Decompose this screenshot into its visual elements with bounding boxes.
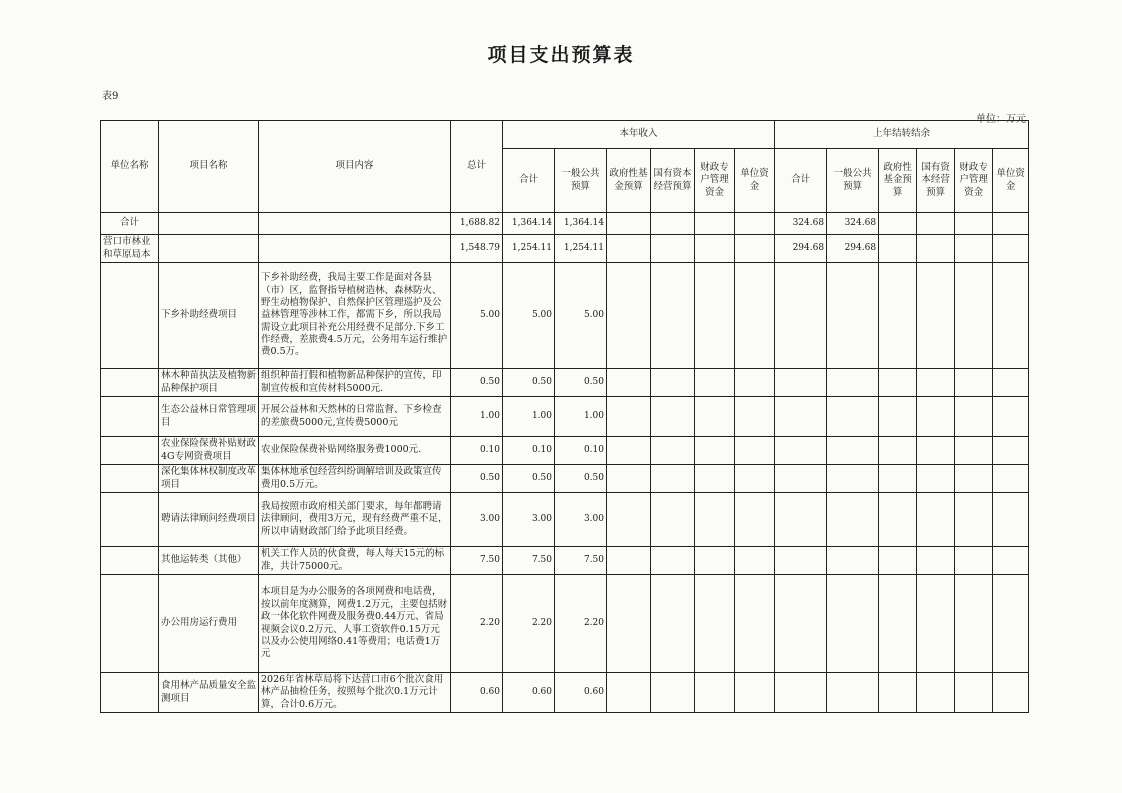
cell-cur-general: 5.00 xyxy=(555,263,607,369)
header-total: 总计 xyxy=(451,121,503,213)
cell-cur-general: 0.60 xyxy=(555,673,607,713)
cell-cur-total: 5.00 xyxy=(503,263,555,369)
cell-project-content: 农业保险保费补贴网络服务费1000元. xyxy=(259,437,451,465)
cell-project-content: 机关工作人员的伙食费，每人每天15元的标准，共计75000元。 xyxy=(259,547,451,575)
cell-total: 0.10 xyxy=(451,437,503,465)
cell-cur-total: 1,254.11 xyxy=(503,235,555,263)
cell-total: 1,688.82 xyxy=(451,213,503,235)
cell-total: 3.00 xyxy=(451,493,503,547)
cell-cur-general: 0.10 xyxy=(555,437,607,465)
header-co-gov-fund: 政府性基金预算 xyxy=(879,149,917,213)
cell-co-total: 294.68 xyxy=(775,235,827,263)
cell-project-name: 下乡补助经费项目 xyxy=(159,263,259,369)
cell-total: 7.50 xyxy=(451,547,503,575)
cell-cur-general: 1,364.14 xyxy=(555,213,607,235)
cell-total: 2.20 xyxy=(451,575,503,673)
cell-cur-total: 2.20 xyxy=(503,575,555,673)
header-project-name: 项目名称 xyxy=(159,121,259,213)
table-row xyxy=(101,437,1029,465)
cell-co-general: 294.68 xyxy=(827,235,879,263)
cell-cur-total: 0.60 xyxy=(503,673,555,713)
table-row xyxy=(101,369,1029,397)
header-current-year: 本年收入 xyxy=(503,121,775,149)
table-row xyxy=(101,673,1029,713)
header-gov-fund: 政府性基金预算 xyxy=(607,149,651,213)
cell-cur-general: 7.50 xyxy=(555,547,607,575)
header-co-fiscal-account: 财政专户管理资金 xyxy=(955,149,993,213)
cell-cur-total: 3.00 xyxy=(503,493,555,547)
cell-cur-total: 0.50 xyxy=(503,465,555,493)
header-carryover: 上年结转结余 xyxy=(775,121,1029,149)
cell-total: 1.00 xyxy=(451,397,503,437)
cell-total: 1,548.79 xyxy=(451,235,503,263)
cell-project-name: 深化集体林权制度改革项目 xyxy=(159,465,259,493)
page-title: 项目支出预算表 xyxy=(487,44,635,66)
table-row-unit xyxy=(101,235,1029,263)
cell-cur-general: 2.20 xyxy=(555,575,607,673)
table-number: 表9 xyxy=(102,91,119,102)
cell-co-total: 324.68 xyxy=(775,213,827,235)
cell-project-name: 农业保险保费补贴财政4G专网资费项目 xyxy=(159,437,259,465)
cell-total: 0.50 xyxy=(451,369,503,397)
cell-cur-total: 0.10 xyxy=(503,437,555,465)
cell-cur-total: 7.50 xyxy=(503,547,555,575)
cell-unit: 合计 xyxy=(101,213,159,235)
cell-project-content: 开展公益林和天然林的日常监督、下乡检查的差旅费5000元,宣传费5000元 xyxy=(259,397,451,437)
table-row xyxy=(101,493,1029,547)
header-unit-name: 单位名称 xyxy=(101,121,159,213)
budget-table xyxy=(100,120,1029,713)
cell-total: 0.50 xyxy=(451,465,503,493)
cell-project-name: 生态公益林日常管理项目 xyxy=(159,397,259,437)
table-row xyxy=(101,547,1029,575)
table-row xyxy=(101,575,1029,673)
cell-project-content: 下乡补助经费，我局主要工作是面对各县（市）区，监督指导植树造林、森林防火、野生动植物保护、自然保护区管理巡护及公益林管理等涉林工作，都需下乡，所以我局需设立此项目补充公用经费不足部分.下乡工作经费，差旅费4.5万元，公务用车运行维护费0.5万。 xyxy=(259,263,451,369)
cell-cur-general: 1.00 xyxy=(555,397,607,437)
cell-project-content: 组织种苗打假和植物新品种保护的宣传，印制宣传板和宣传材料5000元. xyxy=(259,369,451,397)
table-row xyxy=(101,397,1029,437)
header-co-general-budget: 一般公共预算 xyxy=(827,149,879,213)
cell-cur-general: 0.50 xyxy=(555,465,607,493)
cell-cur-general: 0.50 xyxy=(555,369,607,397)
cell-total: 0.60 xyxy=(451,673,503,713)
header-co-subtotal: 合计 xyxy=(775,149,827,213)
cell-project-name: 办公用房运行费用 xyxy=(159,575,259,673)
cell-unit: 营口市林业和草原局本 xyxy=(101,235,159,263)
header-unit-funds: 单位资金 xyxy=(735,149,775,213)
table-row-total xyxy=(101,213,1029,235)
unit-label: 单位：万元 xyxy=(976,114,1026,125)
cell-cur-general: 1,254.11 xyxy=(555,235,607,263)
header-subtotal: 合计 xyxy=(503,149,555,213)
header-co-state-capital: 国有资本经营预算 xyxy=(917,149,955,213)
header-fiscal-account: 财政专户管理资金 xyxy=(695,149,735,213)
cell-cur-general: 3.00 xyxy=(555,493,607,547)
header-co-unit-funds: 单位资金 xyxy=(993,149,1029,213)
cell-co-general: 324.68 xyxy=(827,213,879,235)
header-state-capital: 国有资本经营预算 xyxy=(651,149,695,213)
cell-project-content: 2026年省林草局将下达营口市6个批次食用林产品抽检任务，按照每个批次0.1万元计算，合计0.6万元。 xyxy=(259,673,451,713)
cell-project-content: 我局按照市政府相关部门要求，每年都聘请法律顾问，费用3万元，现有经费严重不足，所以申请财政部门给予此项目经费。 xyxy=(259,493,451,547)
cell-cur-total: 1.00 xyxy=(503,397,555,437)
cell-total: 5.00 xyxy=(451,263,503,369)
cell-project-name: 聘请法律顾问经费项目 xyxy=(159,493,259,547)
cell-project-name: 林木种苗执法及植物新品种保护项目 xyxy=(159,369,259,397)
table-row xyxy=(101,263,1029,369)
cell-project-name: 食用林产品质量安全监测项目 xyxy=(159,673,259,713)
cell-project-name: 其他运转类（其他） xyxy=(159,547,259,575)
header-project-content: 项目内容 xyxy=(259,121,451,213)
cell-cur-total: 1,364.14 xyxy=(503,213,555,235)
cell-project-content: 集体林地承包经营纠纷调解培训及政策宣传费用0.5万元。 xyxy=(259,465,451,493)
header-general-budget: 一般公共预算 xyxy=(555,149,607,213)
cell-project-content: 本项目是为办公服务的各项网费和电话费，按以前年度测算，网费1.2万元，主要包括财政一体化软件网费及服务费0.44万元、省局视频会议0.2万元、人事工资软件0.15万元以及办公使用网络0.41等费用；电话费1万元 xyxy=(259,575,451,673)
table-row xyxy=(101,465,1029,493)
cell-cur-total: 0.50 xyxy=(503,369,555,397)
